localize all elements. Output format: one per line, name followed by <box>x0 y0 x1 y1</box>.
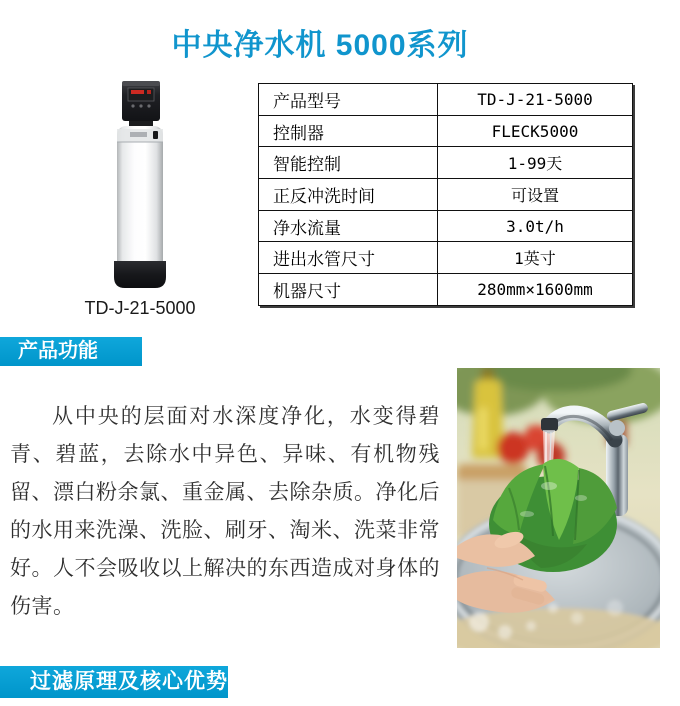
spec-label: 控制器 <box>259 115 438 147</box>
table-row <box>259 242 633 274</box>
spec-label: 智能控制 <box>259 147 438 179</box>
table-row <box>259 147 633 179</box>
features-paragraph: 从中央的层面对水深度净化，水变得碧青、碧蓝，去除水中异色、异味、有机物残留、漂白粉余氯、重金属、去除杂质。净化后的水用来洗澡、洗脸、刷牙、淘米、洗菜非常好。人不会吸收以上解决的东西造成对身体的伤害。 <box>10 405 440 618</box>
spec-label: 净水流量 <box>259 210 438 242</box>
table-row <box>259 210 633 242</box>
product-image-water-purifier <box>93 76 188 291</box>
spec-value: 280mm×1600mm <box>438 274 633 306</box>
spec-table <box>258 83 633 306</box>
spec-label: 机器尺寸 <box>259 274 438 306</box>
spec-value: FLECK5000 <box>438 115 633 147</box>
water-purifier-tank-graphic <box>93 76 188 291</box>
table-row <box>259 179 633 211</box>
spec-value: 可设置 <box>438 179 633 211</box>
kitchen-photo-graphic <box>457 368 660 648</box>
section-heading-filtration: 过滤原理及核心优势 <box>0 666 228 698</box>
spec-value: 1英寸 <box>438 242 633 274</box>
spec-label: 产品型号 <box>259 84 438 116</box>
page-title: 中央净水机 5000系列 <box>171 29 469 62</box>
photo-washing-vegetables <box>457 368 660 648</box>
table-row <box>259 84 633 116</box>
spec-value: 1-99天 <box>438 147 633 179</box>
product-model-caption: TD-J-21-5000 <box>84 298 196 318</box>
spec-value: TD-J-21-5000 <box>438 84 633 116</box>
spec-value: 3.0t/h <box>438 210 633 242</box>
section-heading-features: 产品功能 <box>0 337 142 366</box>
table-row <box>259 115 633 147</box>
table-row <box>259 274 633 306</box>
spec-label: 正反冲洗时间 <box>259 179 438 211</box>
spec-label: 进出水管尺寸 <box>259 242 438 274</box>
